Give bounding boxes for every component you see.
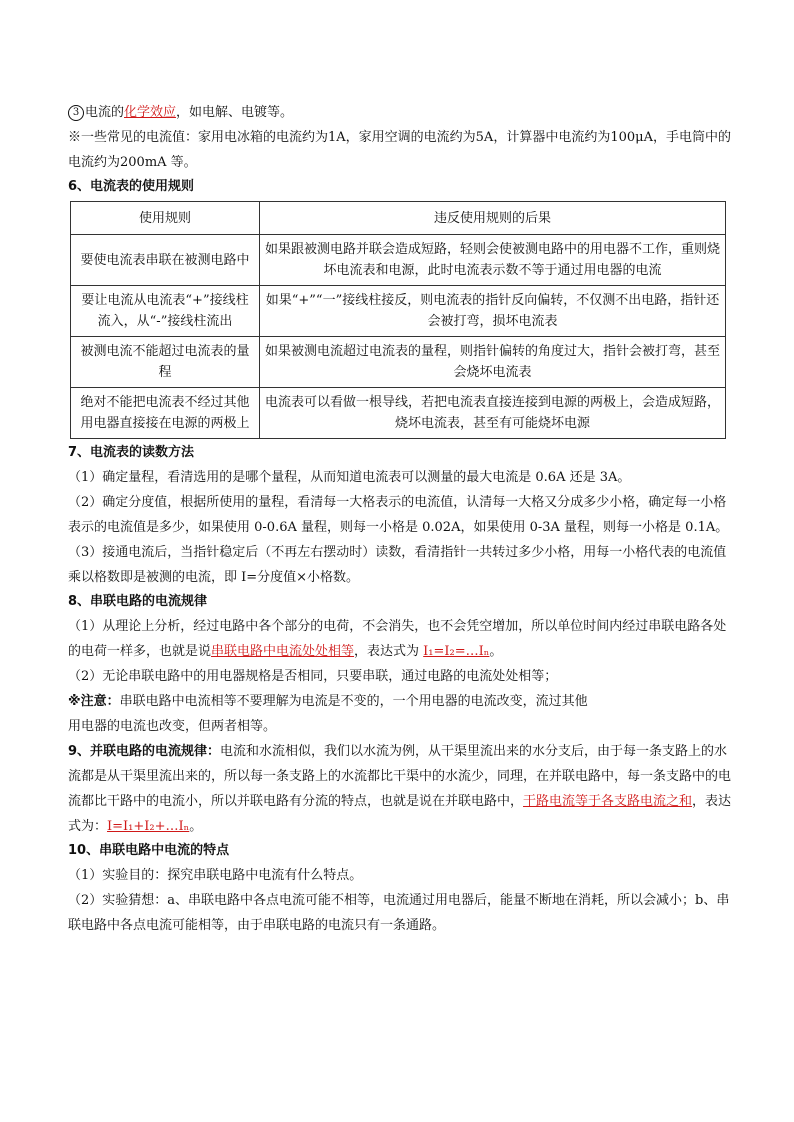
note-label: ※注意： xyxy=(68,694,120,709)
rule-cell: 被测电流不能超过电流表的量程 xyxy=(71,337,260,388)
rule-cell: 要让电流从电流表“+”接线柱流入，从“-”接线柱流出 xyxy=(71,286,260,337)
consequence-cell: 如果“+”“一”接线柱接反，则电流表的指针反向偏转，不仅测不出电路，指针还会被打弯，损坏电流表 xyxy=(260,286,726,337)
series-law-keyword: 串联电路中电流处处相等 xyxy=(211,644,355,659)
paragraph: （3）接通电流后，当指针稳定后（不再左右摆动时）读数，看清指针一共转过多少小格，用每一小格代表的电流值乘以格数即是被测的电流，即 I=分度值×小格数。 xyxy=(68,545,727,585)
paragraph: （1）确定量程，看清选用的是哪个量程，从而知道电流表可以测量的最大电流是 0.6A 还是 3A。 xyxy=(68,470,631,485)
chem-effect-line: 3 电流的化学效应，如电解、电镀等。 xyxy=(68,100,732,125)
note: ※注意：串联电路中电流相等不要理解为电流是不变的，一个用电器的电流改变，流过其他 xyxy=(68,694,588,709)
paragraph: （2）实验猜想：a、串联电路中各点电流可能不相等，电流通过用电器后，能量不断地在消耗，所以会减小；b、串联电路中各点电流可能相等，由于串联电路的电流只有一条通路。 xyxy=(68,893,730,933)
paragraph: （1）从理论上分析，经过电路中各个部分的电荷，不会消失，也不会凭空增加，所以单位时间内经过串联电路各处的电荷一样多，也就是说串联电路中电流处处相等，表达式为 I₁=I₂=…Iₙ。 xyxy=(68,619,727,659)
rule-cell: 要使电流表串联在被测电路中 xyxy=(71,235,260,286)
table-header: 使用规则 xyxy=(71,202,260,235)
parallel-law-keyword: 干路电流等于各支路电流之和 xyxy=(523,794,693,809)
series-formula: I₁=I₂=…Iₙ xyxy=(423,644,490,659)
section-10-title: 10、串联电路中电流的特点 xyxy=(68,843,230,858)
note-continued: 用电器的电流也改变，但两者相等。 xyxy=(68,719,277,734)
section-7-title: 7、电流表的读数方法 xyxy=(68,445,195,460)
consequence-cell: 电流表可以看做一根导线，若把电流表直接连接到电源的两极上，会造成短路，烧坏电流表，甚至有可能烧坏电源 xyxy=(260,388,726,439)
paragraph: （2）确定分度值，根据所使用的量程，看清每一大格表示的电流值，认清每一大格又分成多少小格，确定每一小格表示的电流值是多少，如果使用 0-0.6A 量程，则每一小格是 0.02A，如果使用 0-3A 量程，则每一小格是 0.1A。 xyxy=(68,495,729,535)
table-row xyxy=(71,337,726,388)
paragraph: （1）实验目的：探究串联电路中电流有什么特点。 xyxy=(68,868,363,883)
document-page xyxy=(68,100,732,938)
section-9: 9、并联电路的电流规律：电流和水流相似，我们以水流为例，从干渠里流出来的水分支后，由于每一条支路上的水流都是从干渠里流出来的，所以每一条支路上的水流都比干渠中的水流少，同理，在并联电路中，每一条支路中的电流都比干路中的电流小，所以并联电路有分流的特点，也就是说在并联电路中，干路电流等于各支路电流之和，表达式为：I=I₁+I₂+…Iₙ。 xyxy=(68,744,732,834)
circled-number: 3 xyxy=(68,105,84,121)
chem-effect-keyword: 化学效应 xyxy=(124,105,177,120)
section-6-title: 6、电流表的使用规则 xyxy=(68,179,195,194)
table-row xyxy=(71,235,726,286)
ammeter-rules-table xyxy=(70,201,726,439)
section-9-title: 9、并联电路的电流规律： xyxy=(68,744,221,759)
consequence-cell: 如果跟被测电路并联会造成短路，轻则会使被测电路中的用电器不工作，重则烧坏电流表和电源，此时电流表示数不等于通过用电器的电流 xyxy=(260,235,726,286)
parallel-formula: I=I₁+I₂+…Iₙ xyxy=(107,819,190,834)
rule-cell: 绝对不能把电流表不经过其他用电器直接接在电源的两极上 xyxy=(71,388,260,439)
table-row xyxy=(71,286,726,337)
common-current-values: ※一些常见的电流值：家用电冰箱的电流约为1A，家用空调的电流约为5A，计算器中电流约为100μA，手电筒中的电流约为200mA 等。 xyxy=(68,130,731,170)
table-header-row xyxy=(71,202,726,235)
consequence-cell: 如果被测电流超过电流表的量程，则指针偏转的角度过大，指针会被打弯，甚至会烧坏电流表 xyxy=(260,337,726,388)
paragraph: （2）无论串联电路中的用电器规格是否相同，只要串联，通过电路的电流处处相等； xyxy=(68,669,558,684)
table-row xyxy=(71,388,726,439)
table-header: 违反使用规则的后果 xyxy=(260,202,726,235)
section-8-title: 8、串联电路的电流规律 xyxy=(68,594,208,609)
